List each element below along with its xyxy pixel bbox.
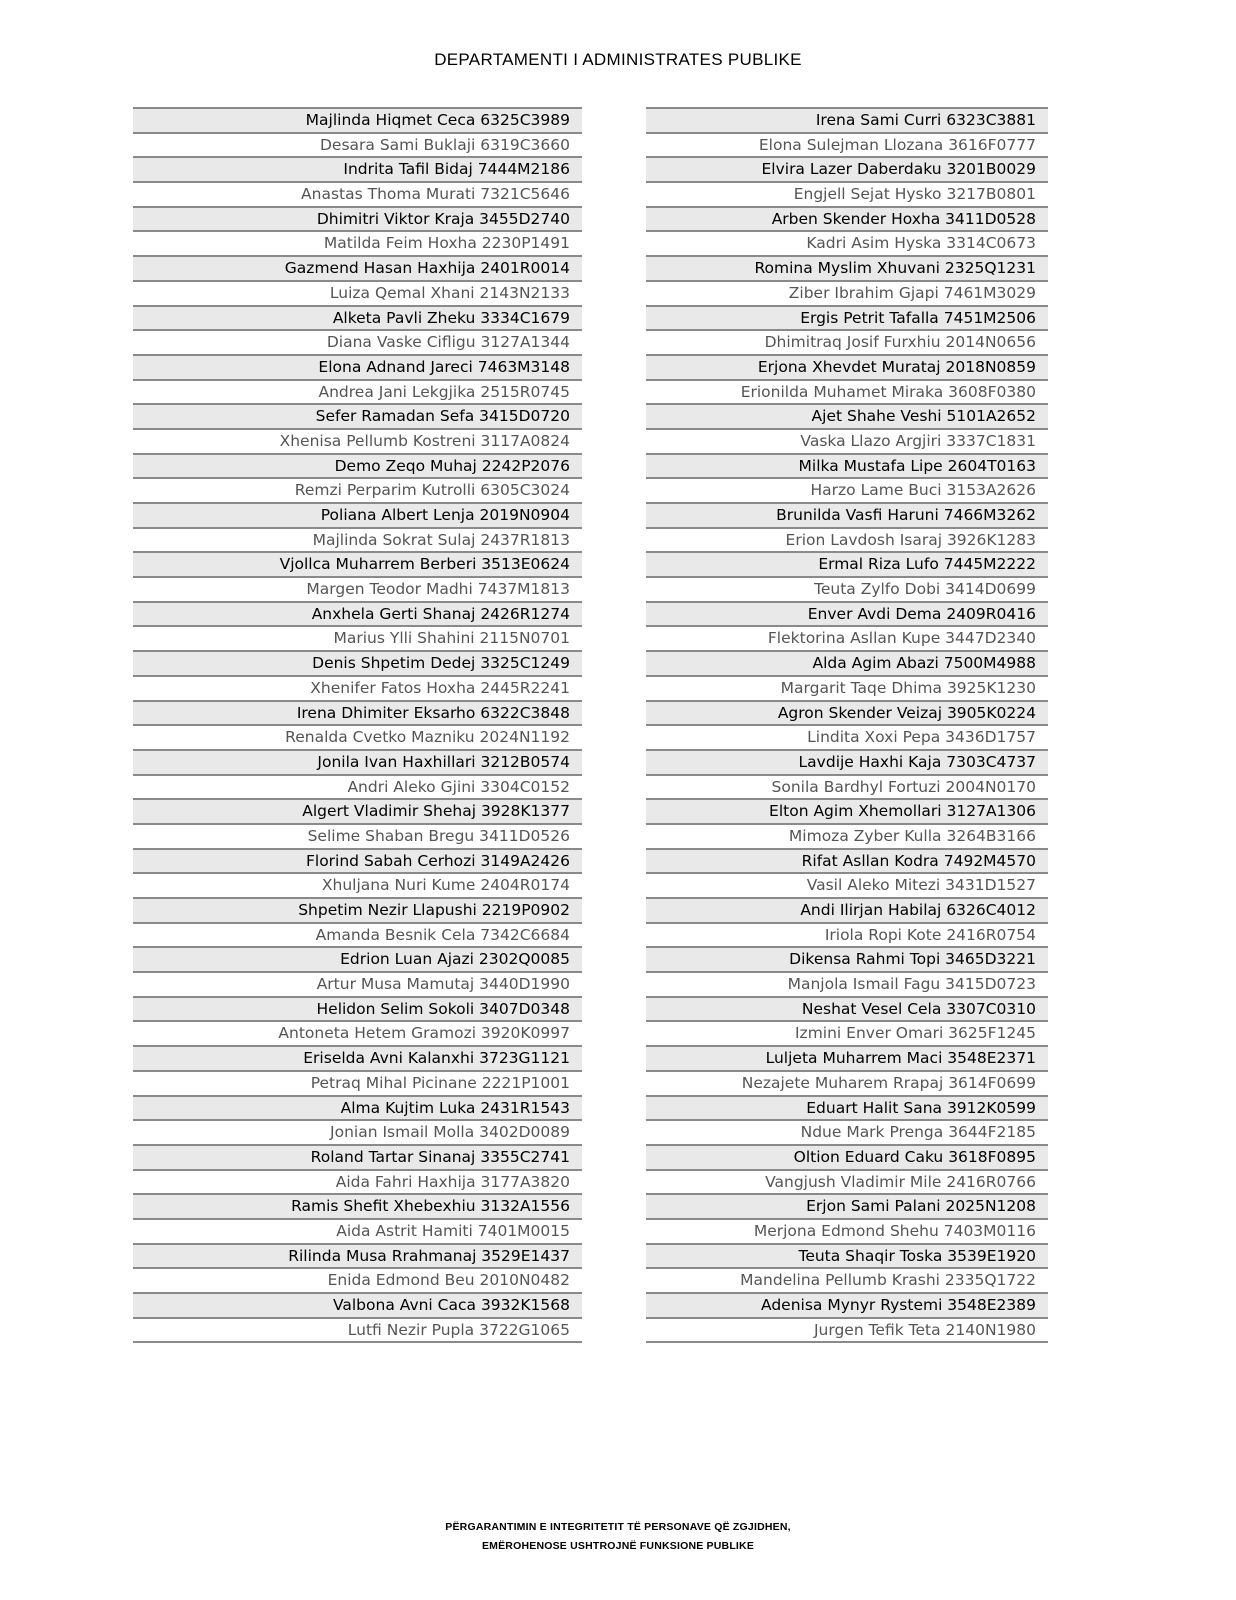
list-item: Ergis Petrit Tafalla 7451M2506 (646, 307, 1048, 332)
list-item: Sonila Bardhyl Fortuzi 2004N0170 (646, 776, 1048, 801)
list-item: Majlinda Sokrat Sulaj 2437R1813 (133, 529, 582, 554)
list-item: Eriselda Avni Kalanxhi 3723G1121 (133, 1047, 582, 1072)
list-item: Rifat Asllan Kodra 7492M4570 (646, 850, 1048, 875)
list-item: Elona Sulejman Llozana 3616F0777 (646, 134, 1048, 159)
list-item: Aida Astrit Hamiti 7401M0015 (133, 1220, 582, 1245)
list-item: Alda Agim Abazi 7500M4988 (646, 652, 1048, 677)
list-item: Xhuljana Nuri Kume 2404R0174 (133, 874, 582, 899)
list-item: Helidon Selim Sokoli 3407D0348 (133, 998, 582, 1023)
list-item: Engjell Sejat Hysko 3217B0801 (646, 183, 1048, 208)
list-item: Algert Vladimir Shehaj 3928K1377 (133, 800, 582, 825)
list-item: Erjona Xhevdet Murataj 2018N0859 (646, 356, 1048, 381)
list-item: Andri Aleko Gjini 3304C0152 (133, 776, 582, 801)
list-item: Enida Edmond Beu 2010N0482 (133, 1269, 582, 1294)
list-item: Margen Teodor Madhi 7437M1813 (133, 578, 582, 603)
list-item: Mandelina Pellumb Krashi 2335Q1722 (646, 1269, 1048, 1294)
list-item: Teuta Zylfo Dobi 3414D0699 (646, 578, 1048, 603)
list-item: Elvira Lazer Daberdaku 3201B0029 (646, 158, 1048, 183)
list-item: Rilinda Musa Rrahmanaj 3529E1437 (133, 1245, 582, 1270)
footer-line-1: PËRGARANTIMIN E INTEGRITETIT TË PERSONAVE QË ZGJIDHEN, (445, 1521, 791, 1533)
list-item: Jonian Ismail Molla 3402D0089 (133, 1121, 582, 1146)
list-item: Demo Zeqo Muhaj 2242P2076 (133, 455, 582, 480)
list-item: Denis Shpetim Dedej 3325C1249 (133, 652, 582, 677)
list-item: Milka Mustafa Lipe 2604T0163 (646, 455, 1048, 480)
list-item: Shpetim Nezir Llapushi 2219P0902 (133, 899, 582, 924)
list-item: Irena Dhimiter Eksarho 6322C3848 (133, 702, 582, 727)
list-item: Harzo Lame Buci 3153A2626 (646, 479, 1048, 504)
list-item: Petraq Mihal Picinane 2221P1001 (133, 1072, 582, 1097)
list-item: Brunilda Vasfi Haruni 7466M3262 (646, 504, 1048, 529)
list-item: Amanda Besnik Cela 7342C6684 (133, 924, 582, 949)
list-item: Majlinda Hiqmet Ceca 6325C3989 (133, 109, 582, 134)
list-item: Nezajete Muharem Rrapaj 3614F0699 (646, 1072, 1048, 1097)
list-item: Renalda Cvetko Mazniku 2024N1192 (133, 726, 582, 751)
list-item: Erjon Sami Palani 2025N1208 (646, 1195, 1048, 1220)
list-item: Irena Sami Curri 6323C3881 (646, 109, 1048, 134)
list-item: Iriola Ropi Kote 2416R0754 (646, 924, 1048, 949)
list-item: Poliana Albert Lenja 2019N0904 (133, 504, 582, 529)
list-item: Dhimitraq Josif Furxhiu 2014N0656 (646, 331, 1048, 356)
list-item: Kadri Asim Hyska 3314C0673 (646, 232, 1048, 257)
list-item: Aida Fahri Haxhija 3177A3820 (133, 1171, 582, 1196)
left-name-list (133, 107, 582, 1343)
list-item: Arben Skender Hoxha 3411D0528 (646, 208, 1048, 233)
list-item: Matilda Feim Hoxha 2230P1491 (133, 232, 582, 257)
list-item: Elton Agim Xhemollari 3127A1306 (646, 800, 1048, 825)
list-item: Eduart Halit Sana 3912K0599 (646, 1097, 1048, 1122)
list-item: Luiza Qemal Xhani 2143N2133 (133, 282, 582, 307)
list-item: Flektorina Asllan Kupe 3447D2340 (646, 627, 1048, 652)
list-item: Vjollca Muharrem Berberi 3513E0624 (133, 553, 582, 578)
list-item: Alma Kujtim Luka 2431R1543 (133, 1097, 582, 1122)
list-item: Edrion Luan Ajazi 2302Q0085 (133, 948, 582, 973)
list-item: Dhimitri Viktor Kraja 3455D2740 (133, 208, 582, 233)
page-title: DEPARTAMENTI I ADMINISTRATES PUBLIKE (434, 50, 802, 69)
footer-line-2: EMËROHENOSE USHTROJNË FUNKSIONE PUBLIKE (481, 1540, 755, 1552)
list-item: Ndue Mark Prenga 3644F2185 (646, 1121, 1048, 1146)
list-item: Jonila Ivan Haxhillari 3212B0574 (133, 751, 582, 776)
list-item: Lavdije Haxhi Kaja 7303C4737 (646, 751, 1048, 776)
list-item: Dikensa Rahmi Topi 3465D3221 (646, 948, 1048, 973)
list-item: Anastas Thoma Murati 7321C5646 (133, 183, 582, 208)
right-name-list (646, 107, 1048, 1343)
list-item: Ziber Ibrahim Gjapi 7461M3029 (646, 282, 1048, 307)
list-item: Andi Ilirjan Habilaj 6326C4012 (646, 899, 1048, 924)
list-item: Luljeta Muharrem Maci 3548E2371 (646, 1047, 1048, 1072)
list-item: Diana Vaske Cifligu 3127A1344 (133, 331, 582, 356)
list-item: Roland Tartar Sinanaj 3355C2741 (133, 1146, 582, 1171)
list-item: Izmini Enver Omari 3625F1245 (646, 1022, 1048, 1047)
list-item: Erion Lavdosh Isaraj 3926K1283 (646, 529, 1048, 554)
list-item: Merjona Edmond Shehu 7403M0116 (646, 1220, 1048, 1245)
list-item: Vasil Aleko Mitezi 3431D1527 (646, 874, 1048, 899)
list-item: Xhenifer Fatos Hoxha 2445R2241 (133, 677, 582, 702)
list-item: Neshat Vesel Cela 3307C0310 (646, 998, 1048, 1023)
list-item: Margarit Taqe Dhima 3925K1230 (646, 677, 1048, 702)
list-item: Florind Sabah Cerhozi 3149A2426 (133, 850, 582, 875)
list-item: Elona Adnand Jareci 7463M3148 (133, 356, 582, 381)
list-item: Ermal Riza Lufo 7445M2222 (646, 553, 1048, 578)
list-item: Artur Musa Mamutaj 3440D1990 (133, 973, 582, 998)
list-item: Agron Skender Veizaj 3905K0224 (646, 702, 1048, 727)
list-item: Remzi Perparim Kutrolli 6305C3024 (133, 479, 582, 504)
list-item: Enver Avdi Dema 2409R0416 (646, 603, 1048, 628)
list-item: Ramis Shefit Xhebexhiu 3132A1556 (133, 1195, 582, 1220)
list-item: Sefer Ramadan Sefa 3415D0720 (133, 405, 582, 430)
list-item: Anxhela Gerti Shanaj 2426R1274 (133, 603, 582, 628)
list-item: Antoneta Hetem Gramozi 3920K0997 (133, 1022, 582, 1047)
list-item: Xhenisa Pellumb Kostreni 3117A0824 (133, 430, 582, 455)
list-item: Erionilda Muhamet Miraka 3608F0380 (646, 381, 1048, 406)
list-item: Indrita Tafil Bidaj 7444M2186 (133, 158, 582, 183)
list-item: Manjola Ismail Fagu 3415D0723 (646, 973, 1048, 998)
list-item: Jurgen Tefik Teta 2140N1980 (646, 1319, 1048, 1344)
list-item: Teuta Shaqir Toska 3539E1920 (646, 1245, 1048, 1270)
list-item: Romina Myslim Xhuvani 2325Q1231 (646, 257, 1048, 282)
list-item: Oltion Eduard Caku 3618F0895 (646, 1146, 1048, 1171)
list-item: Gazmend Hasan Haxhija 2401R0014 (133, 257, 582, 282)
list-item: Alketa Pavli Zheku 3334C1679 (133, 307, 582, 332)
list-item: Valbona Avni Caca 3932K1568 (133, 1294, 582, 1319)
list-item: Desara Sami Buklaji 6319C3660 (133, 134, 582, 159)
list-item: Adenisa Mynyr Rystemi 3548E2389 (646, 1294, 1048, 1319)
list-item: Selime Shaban Bregu 3411D0526 (133, 825, 582, 850)
list-item: Vaska Llazo Argjiri 3337C1831 (646, 430, 1048, 455)
list-item: Lindita Xoxi Pepa 3436D1757 (646, 726, 1048, 751)
list-item: Lutfi Nezir Pupla 3722G1065 (133, 1319, 582, 1344)
list-item: Mimoza Zyber Kulla 3264B3166 (646, 825, 1048, 850)
list-item: Marius Ylli Shahini 2115N0701 (133, 627, 582, 652)
list-item: Vangjush Vladimir Mile 2416R0766 (646, 1171, 1048, 1196)
list-item: Andrea Jani Lekgjika 2515R0745 (133, 381, 582, 406)
list-item: Ajet Shahe Veshi 5101A2652 (646, 405, 1048, 430)
footer (0, 1518, 1236, 1556)
